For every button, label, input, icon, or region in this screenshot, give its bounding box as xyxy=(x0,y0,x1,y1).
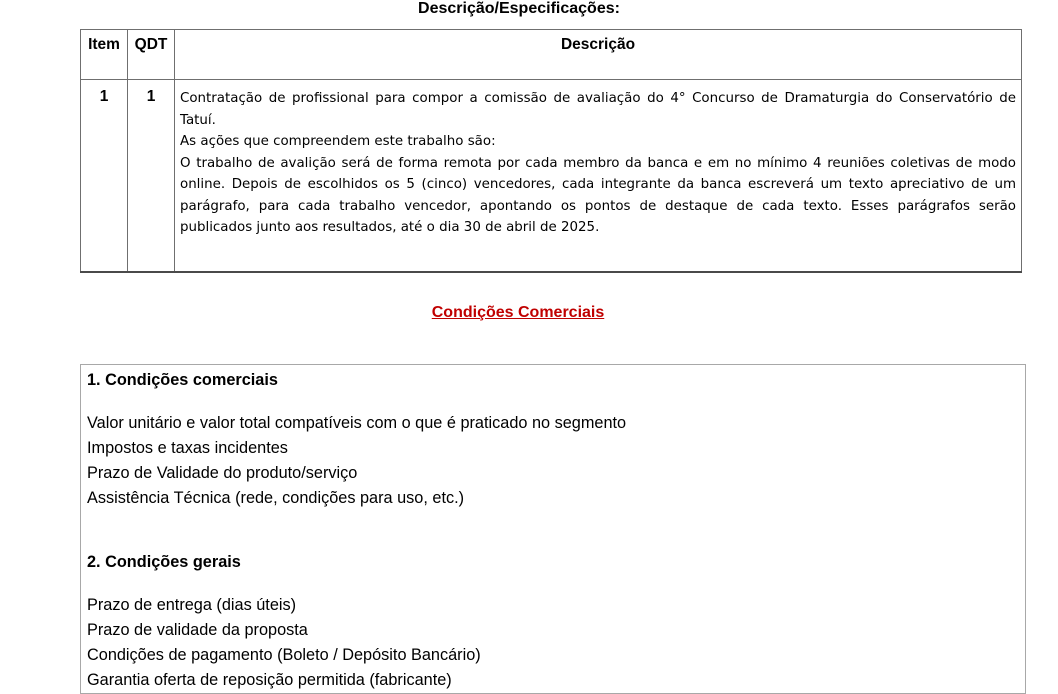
description-line: Contratação de profissional para compor a comissão de avaliação do 4° Concurso de Dramaturgia do Conservatório de Tatuí. xyxy=(180,91,1016,128)
cell-description xyxy=(175,80,1022,272)
page-heading: Descrição/Especificações: xyxy=(418,0,620,17)
table-row xyxy=(81,80,1022,272)
conditions-box xyxy=(80,364,1026,694)
general-conditions-list xyxy=(87,593,481,693)
list-item: Condições de pagamento (Boleto / Depósito Bancário) xyxy=(87,646,481,664)
section-title: Condições Comerciais xyxy=(431,304,605,321)
list-item: Assistência Técnica (rede, condições para uso, etc.) xyxy=(87,489,465,507)
list-item: Prazo de Validade do produto/serviço xyxy=(87,464,358,482)
header-description: Descrição xyxy=(175,30,1022,80)
general-conditions-title: 2. Condições gerais xyxy=(87,553,241,571)
table-header-row xyxy=(81,30,1022,80)
commercial-conditions-title: 1. Condições comerciais xyxy=(87,371,278,389)
list-item: Garantia oferta de reposição permitida (fabricante) xyxy=(87,671,452,689)
specification-table xyxy=(80,29,1022,273)
cell-item: 1 xyxy=(81,80,128,272)
commercial-conditions-list xyxy=(87,411,626,511)
description-line: O trabalho de avalição será de forma remota por cada membro da banca e em no mínimo 4 reuniões coletivas de modo online. Depois de escolhidos os 5 (cinco) vencedores, cada integrante da banca escreverá um texto apreciativo de um parágrafo, para cada trabalho vencedor, apontando os pontos de destaque de cada texto. Esses parágrafos serão publicados junto aos resultados, até o dia 30 de abril de 2025. xyxy=(180,155,1016,235)
cell-qty: 1 xyxy=(128,80,175,272)
description-line: As ações que compreendem este trabalho são: xyxy=(180,134,496,149)
list-item: Impostos e taxas incidentes xyxy=(87,439,288,457)
list-item: Valor unitário e valor total compatíveis com o que é praticado no segmento xyxy=(87,414,627,432)
list-item: Prazo de validade da proposta xyxy=(87,621,308,639)
header-qty: QDT xyxy=(128,30,175,80)
list-item: Prazo de entrega (dias úteis) xyxy=(87,596,297,614)
header-item: Item xyxy=(81,30,128,80)
